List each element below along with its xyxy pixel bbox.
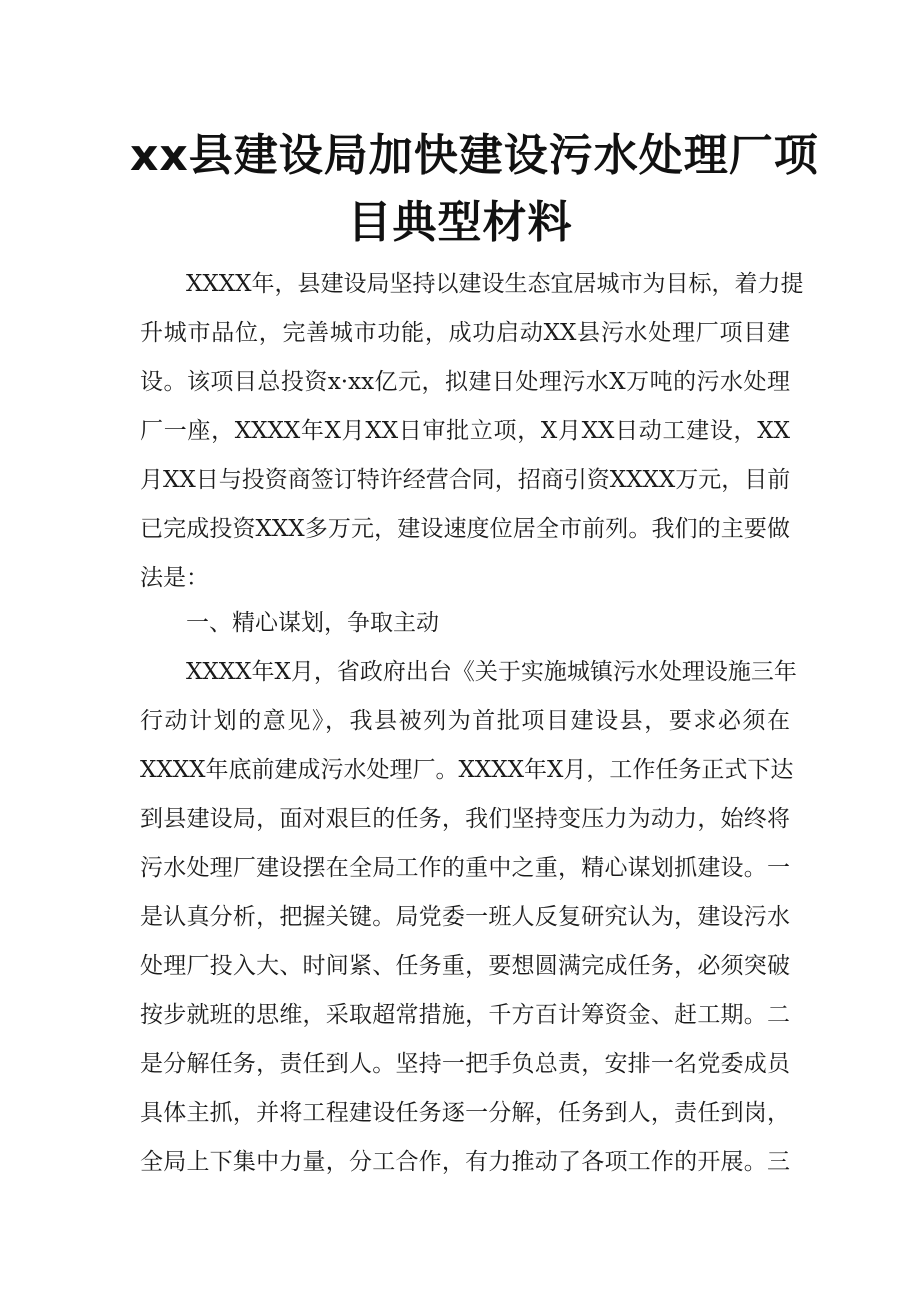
paragraph-line: 到县建设局，面对艰巨的任务，我们坚持变压力为动力，始终将 [140, 806, 790, 832]
paragraph-line: 法是： [140, 565, 209, 591]
section-heading: 一、精心谋划，争取主动 [186, 610, 439, 636]
paragraph-line: 设。该项目总投资x·xx亿元，拟建日处理污水X万吨的污水处理 [140, 369, 790, 395]
paragraph-line: 污水处理厂建设摆在全局工作的重中之重，精心谋划抓建设。一 [140, 855, 790, 881]
paragraph-line: XXXX年X月，省政府出台《关于实施城镇污水处理设施三年 [186, 659, 797, 685]
paragraph-line: 月XX日与投资商签订特许经营合同，招商引资XXXX万元，目前 [140, 467, 791, 493]
paragraph-line: 按步就班的思维，采取超常措施，千方百计筹资金、赶工期。二 [140, 1002, 790, 1028]
paragraph-line: 是认真分析，把握关键。局党委一班人反复研究认为，建设污水 [140, 904, 790, 930]
paragraph-line: 具体主抓，并将工程建设任务逐一分解，任务到人，责任到岗， [140, 1100, 790, 1126]
paragraph-line: 行动计划的意见》，我县被列为首批项目建设县，要求必须在 [140, 708, 790, 734]
paragraph-line: XXXX年底前建成污水处理厂。XXXX年X月，工作任务正式下达 [140, 757, 794, 783]
paragraph-line: 厂一座，XXXX年X月XX日审批立项，X月XX日动工建设，XX [140, 418, 790, 444]
paragraph-line: 是分解任务，责任到人。坚持一把手负总责，安排一名党委成员 [140, 1051, 790, 1077]
document-title-line-2: 目典型材料 [347, 197, 573, 248]
paragraph-line: XXXX年，县建设局坚持以建设生态宜居城市为目标，着力提 [186, 271, 804, 297]
paragraph-line: 处理厂投入大、时间紧、任务重，要想圆满完成任务，必须突破 [140, 953, 790, 979]
paragraph-line: 全局上下集中力量，分工合作，有力推动了各项工作的开展。三 [140, 1149, 790, 1175]
paragraph-line: 已完成投资XXX多万元，建设速度位居全市前列。我们的主要做 [140, 516, 790, 542]
document-title-line-1: xx县建设局加快建设污水处理厂项 [130, 130, 819, 181]
paragraph-line: 升城市品位，完善城市功能，成功启动XX县污水处理厂项目建 [140, 320, 790, 346]
